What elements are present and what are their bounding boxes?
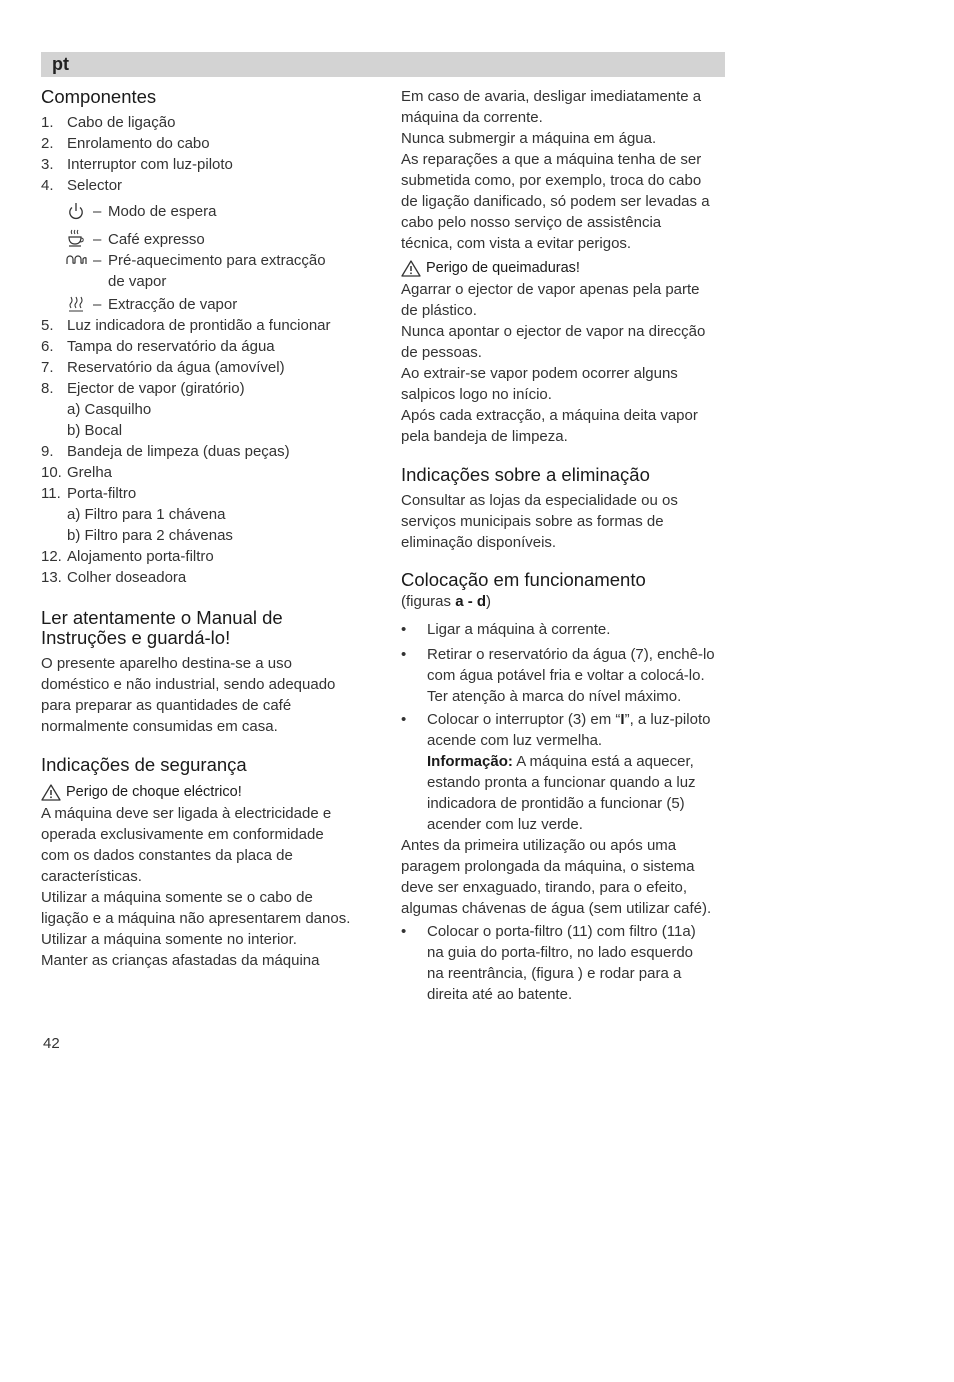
rinse-paragraph: Antes da primeira utilização ou após uma paragem prolongada da máquina, o sistema deve ser enxaguado, tirando, para o efeito, algumas chávenas de água (sem utilizar café). — [401, 837, 712, 917]
right-column — [401, 86, 731, 1005]
heading-manual: Ler atentamente o Manual de Instruções e guardá-lo! — [41, 607, 283, 648]
burn-warning: Perigo de queimaduras! — [401, 258, 731, 279]
disposal-paragraph: Consultar as lojas da especialidade ou os serviços municipais sobre as formas de eliminação disponíveis. — [401, 492, 678, 551]
left-column — [41, 86, 371, 971]
list-item: • Colocar o interruptor (3) em “I”, a luz-piloto acende com luz vermelha. Informação: A máquina está a aquecer, estando pronta a funcionar quando a luz indicadora de prontidão a funcionar (5) acender com luz verde. — [401, 709, 731, 835]
list-item: 13. Colher doseadora — [41, 569, 187, 586]
selector-steam: – Extracção de vapor — [41, 294, 371, 315]
standby-icon — [65, 201, 87, 222]
list-item: 11. Porta-filtro — [41, 485, 137, 502]
language-code: pt — [52, 54, 69, 74]
heading-seguranca: Indicações de segurança — [41, 754, 247, 775]
list-item: 3. Interruptor com luz-piloto — [41, 156, 233, 173]
sub-item: a) Casquilho — [67, 401, 152, 418]
sub-item: b) Bocal — [67, 422, 123, 439]
list-item: 7. Reservatório da água (amovível) — [41, 359, 285, 376]
list-item: 10. Grelha — [41, 464, 113, 481]
list-item: 6. Tampa do reservatório da água — [41, 338, 275, 355]
warning-triangle-icon — [41, 784, 61, 801]
language-header-bar — [41, 52, 725, 77]
selector-preheat: – Pré-aquecimento para extracção de vapor — [41, 250, 371, 292]
list-item: • Colocar o porta-filtro (11) com filtro (11a) na guia do porta-filtro, no lado esquerdo na reentrância, (figura ) e rodar para a direita até ao batente. — [401, 923, 696, 1003]
espresso-cup-icon — [65, 229, 87, 250]
sub-item: b) Filtro para 2 chávenas — [67, 527, 233, 544]
warning-triangle-icon — [401, 260, 421, 277]
list-item: • Ligar a máquina à corrente. — [401, 621, 611, 638]
list-item: 9. Bandeja de limpeza (duas peças) — [41, 443, 290, 460]
electric-shock-warning: Perigo de choque eléctrico! — [41, 782, 371, 803]
figures-reference: (figuras a - d) — [401, 593, 492, 610]
list-item: 5. Luz indicadora de prontidão a funcionar — [41, 317, 331, 334]
fault-paragraph: Em caso de avaria, desligar imediatamente a máquina da corrente. Nunca submergir a máquina em água. As reparações a que a máquina tenha de ser submetida como, por exemplo, troca do cabo de ligação danificado, só podem ser levadas a cabo pelo nosso serviço de assistência técnica, com vista a evitar perigos. — [401, 88, 710, 252]
info-note: Informação: A máquina está a aquecer, — [427, 753, 694, 770]
manual-paragraph: O presente aparelho destina-se a uso doméstico e não industrial, sendo adequado para preparar as quantidades de café normalmente consumidas em casa. — [41, 655, 336, 735]
heating-coil-icon — [65, 250, 87, 271]
list-item: 1. Cabo de ligação — [41, 114, 176, 131]
selector-espresso: – Café expresso — [41, 229, 371, 250]
steam-icon — [65, 294, 87, 315]
heading-eliminacao: Indicações sobre a eliminação — [401, 464, 650, 485]
list-item: 2. Enrolamento do cabo — [41, 135, 210, 152]
heading-componentes: Componentes — [41, 86, 157, 107]
list-item: 8. Ejector de vapor (giratório) — [41, 380, 245, 397]
safety-paragraph: A máquina deve ser ligada à electricidade e operada exclusivamente em conformidade com os dados constantes da placa de características. Utilizar a máquina somente se o cabo de ligação e a máquina não apresentarem danos. Utilizar a máquina somente no interior. Manter as crianças afastadas da máquina — [41, 805, 351, 969]
list-item: 12. Alojamento porta-filtro — [41, 548, 214, 565]
selector-standby: – Modo de espera — [41, 201, 371, 225]
burn-paragraph: Agarrar o ejector de vapor apenas pela parte de plástico. Nunca apontar o ejector de vapor na direcção de pessoas. Ao extrair-se vapor podem ocorrer alguns salpicos logo no início. Após cada extracção, a máquina deita vapor pela bandeja de limpeza. — [401, 281, 706, 445]
page-number: 42 — [43, 1035, 60, 1052]
sub-item: a) Filtro para 1 chávena — [67, 506, 226, 523]
components-list — [41, 112, 371, 588]
heading-colocacao: Colocação em funcionamento — [401, 569, 646, 590]
list-item: • Retirar o reservatório da água (7), enchê-lo com água potável fria e voltar a colocá-lo. Ter atenção à marca do nível máximo. — [401, 646, 715, 705]
list-item: 4. Selector — [41, 177, 123, 194]
